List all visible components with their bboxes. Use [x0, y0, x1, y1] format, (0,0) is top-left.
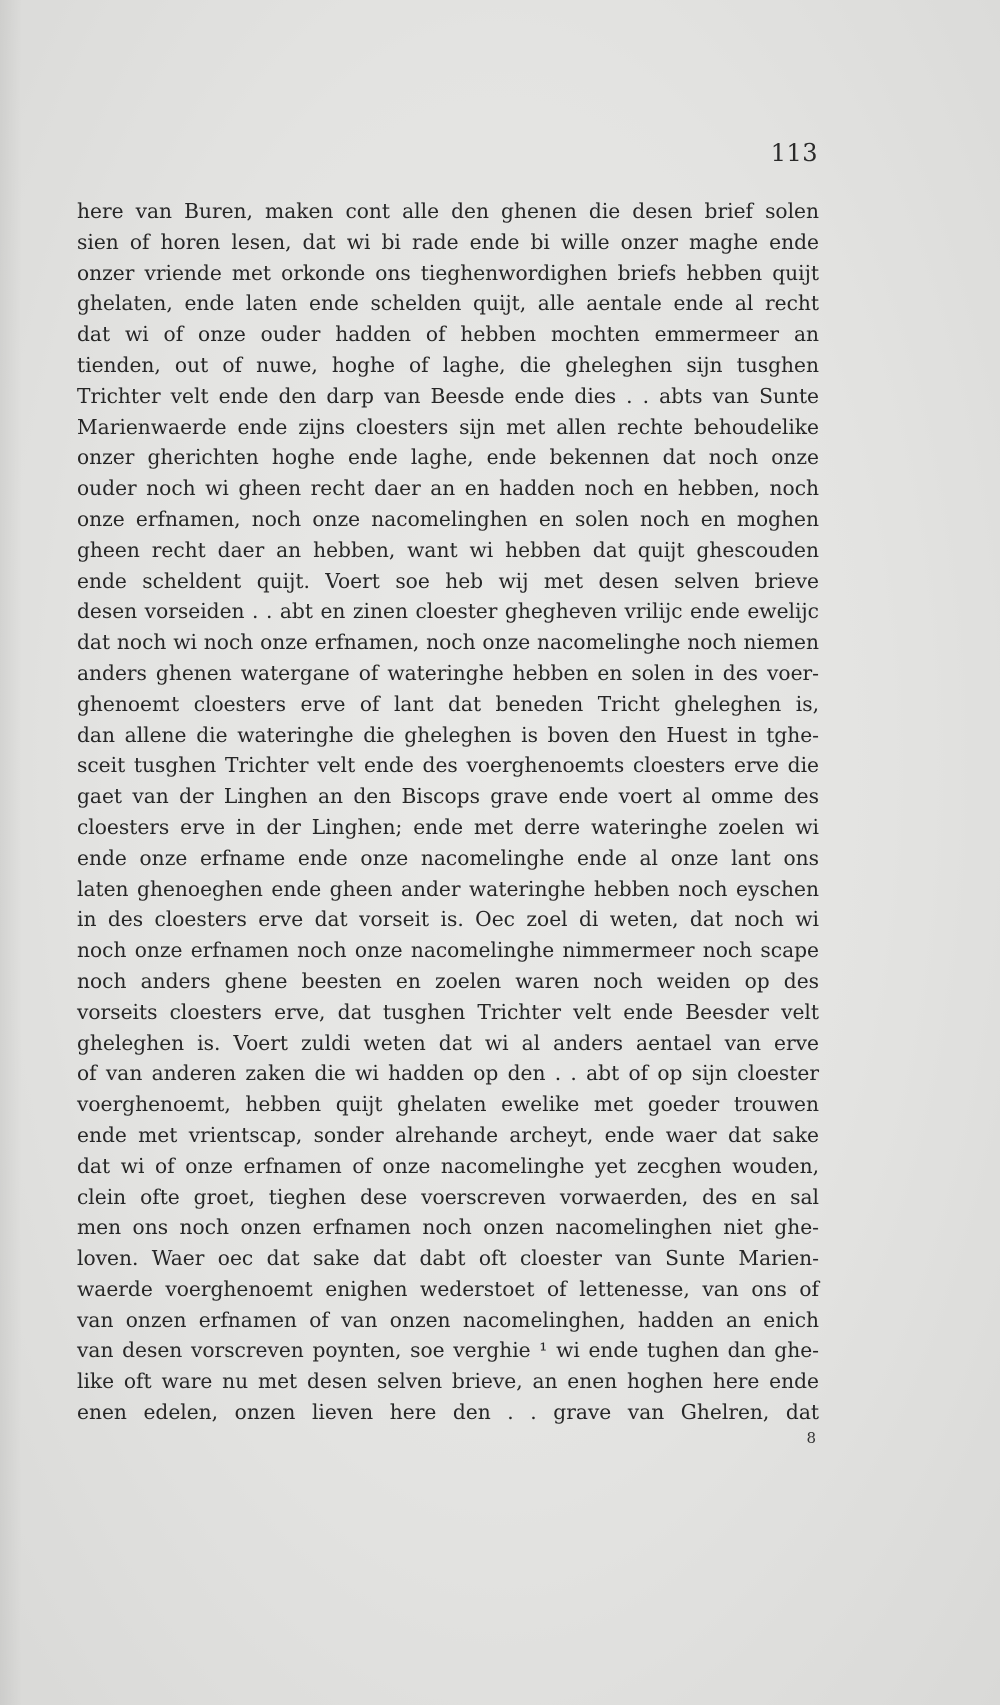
- text-line: anders ghenen watergane of wateringhe hebben en solen in des voer-: [77, 660, 819, 685]
- text-line: vorseits cloesters erve, dat tusghen Trichter velt ende Beesder velt: [77, 999, 819, 1024]
- page-gutter-shadow: [0, 0, 22, 1705]
- text-line: noch anders ghene beesten en zoelen waren noch weiden op des: [77, 968, 819, 993]
- text-line: sceit tusghen Trichter velt ende des voerghenoemts cloesters erve die: [77, 753, 819, 778]
- text-line: gheen recht daer an hebben, want wi hebben dat quijt ghescouden: [77, 537, 819, 562]
- page-number: 113: [770, 139, 818, 167]
- text-line: laten ghenoeghen ende gheen ander wateringhe hebben noch eyschen: [77, 876, 819, 901]
- text-line: clein ofte groet, tieghen dese voerscreven vorwaerden, des en sal: [77, 1184, 819, 1209]
- text-line: ende met vrientscap, sonder alrehande archeyt, ende waer dat sake: [77, 1122, 819, 1147]
- text-line: Marienwaerde ende zijns cloesters sijn met allen rechte behoudelike: [77, 414, 819, 439]
- text-line: desen vorseiden . . abt en zinen cloester ghegheven vrilijc ende ewelijc: [77, 599, 819, 624]
- text-line: men ons noch onzen erfnamen noch onzen nacomelinghen niet ghe-: [77, 1215, 819, 1240]
- text-line: noch onze erfnamen noch onze nacomelinghe nimmermeer noch scape: [77, 938, 819, 963]
- text-line: in des cloesters erve dat vorseit is. Oec zoel di weten, dat noch wi: [77, 907, 819, 932]
- text-line: here van Buren, maken cont alle den ghenen die desen brief solen: [77, 199, 819, 223]
- body-text: [77, 196, 819, 1428]
- text-line: van onzen erfnamen of van onzen nacomelinghen, hadden an enich: [77, 1307, 819, 1332]
- text-line: cloesters erve in der Linghen; ende met derre wateringhe zoelen wi: [77, 814, 819, 839]
- text-line: of van anderen zaken die wi hadden op den . . abt of op sijn cloester: [77, 1061, 819, 1086]
- text-line: waerde voerghenoemt enighen wederstoet of lettenesse, van ons of: [77, 1276, 819, 1301]
- text-line: van desen vorscreven poynten, soe verghie ¹ wi ende tughen dan ghe-: [77, 1338, 819, 1363]
- text-line: sien of horen lesen, dat wi bi rade ende bi wille onzer maghe ende: [77, 229, 819, 254]
- text-line: ende onze erfname ende onze nacomelinghe ende al onze lant ons: [77, 845, 819, 870]
- text-line: dat wi of onze erfnamen of onze nacomelinghe yet zecghen wouden,: [77, 1153, 819, 1178]
- text-line: onze erfnamen, noch onze nacomelinghen en solen noch en moghen: [77, 506, 819, 531]
- text-line: ghelaten, ende laten ende schelden quijt, alle aentale ende al recht: [77, 291, 819, 316]
- text-line: gheleghen is. Voert zuldi weten dat wi al anders aentael van erve: [77, 1030, 819, 1055]
- text-line: voerghenoemt, hebben quijt ghelaten ewelike met goeder trouwen: [77, 1092, 819, 1117]
- signature-mark: 8: [806, 1429, 816, 1447]
- text-line: onzer gherichten hoghe ende laghe, ende bekennen dat noch onze: [77, 445, 819, 470]
- text-line: ghenoemt cloesters erve of lant dat beneden Tricht gheleghen is,: [77, 691, 819, 716]
- text-line: onzer vriende met orkonde ons tieghenwordighen briefs hebben quijt: [77, 260, 819, 285]
- text-line: loven. Waer oec dat sake dat dabt oft cloester van Sunte Marien-: [77, 1246, 819, 1271]
- text-line: tienden, out of nuwe, hoghe of laghe, die gheleghen sijn tusghen: [77, 352, 819, 377]
- text-line: gaet van der Linghen an den Biscops grave ende voert al omme des: [77, 784, 819, 809]
- text-line: dat wi of onze ouder hadden of hebben mochten emmermeer an: [77, 322, 819, 347]
- text-line: enen edelen, onzen lieven here den . . grave van Ghelren, dat: [77, 1400, 819, 1425]
- text-line: dat noch wi noch onze erfnamen, noch onze nacomelinghe noch niemen: [77, 630, 819, 655]
- text-line: ende scheldent quijt. Voert soe heb wij met desen selven brieve: [77, 568, 819, 593]
- text-line: dan allene die wateringhe die gheleghen is boven den Huest in tghe-: [77, 722, 819, 747]
- text-line: Trichter velt ende den darp van Beesde ende dies . . abts van Sunte: [77, 383, 819, 408]
- text-line: like oft ware nu met desen selven brieve, an enen hoghen here ende: [77, 1369, 819, 1394]
- text-line: ouder noch wi gheen recht daer an en hadden noch en hebben, noch: [77, 476, 819, 501]
